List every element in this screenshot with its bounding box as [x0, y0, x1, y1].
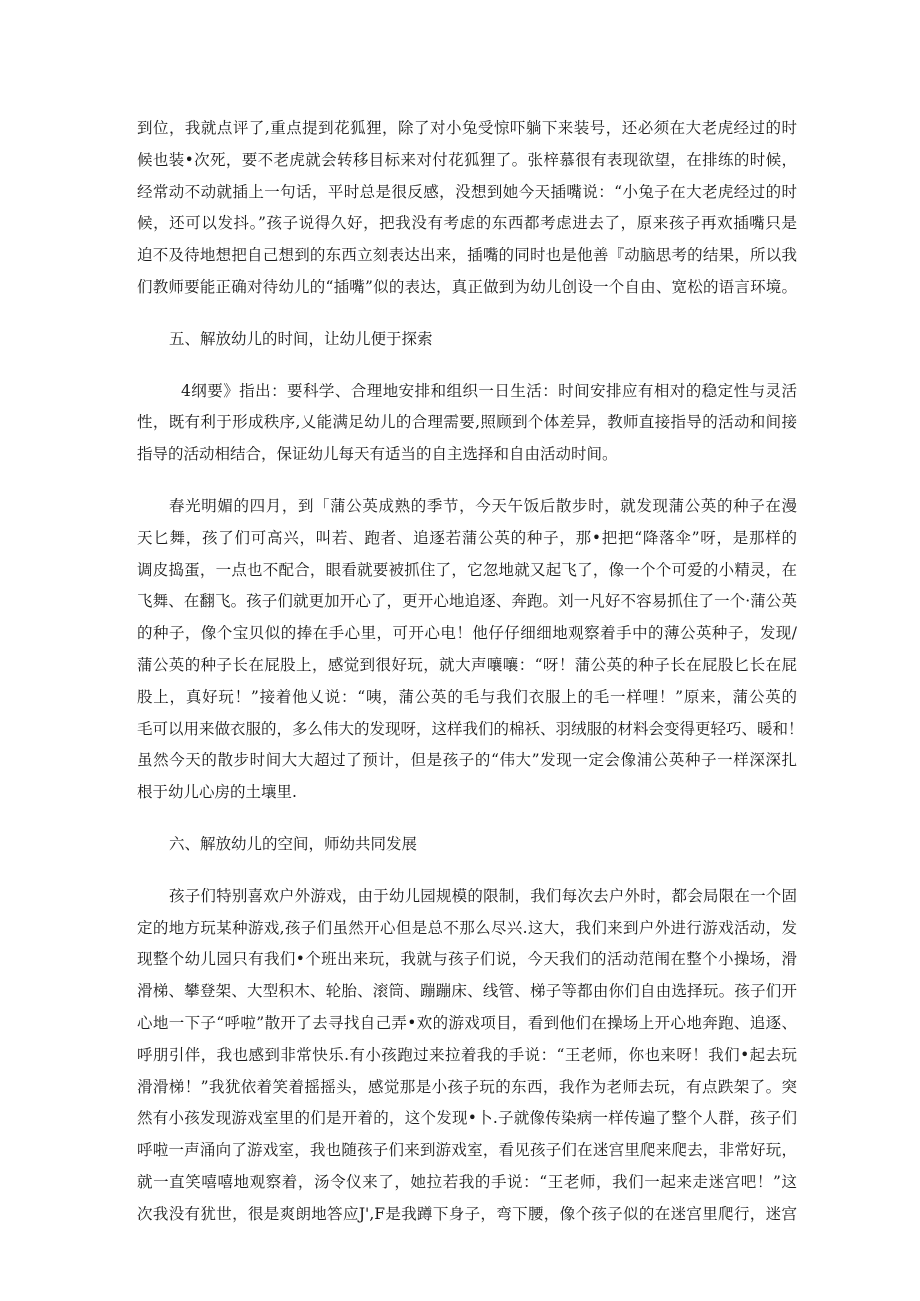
text-line: 经常动不动就插上一句话，平时总是很反感，没想到她今天插嘴说：“小兔子在大老虎经过的时: [137, 182, 797, 201]
text-line: 春光明媚的四月，到「蒲公英成熟的季节，今天午饭后散步时，就发现蒲公英的种子在漫: [169, 496, 797, 515]
text-line: 滑滑梯！”我犹依着笑着摇摇头，感觉那是小孩子玩的东西，我作为老师去玩，有点跌架了。突: [137, 1077, 797, 1096]
text-line: 次我没有犹世，很是爽朗地答应J',F是我蹲下身子，弯下腰，像个孩子似的在迷宫里爬行，迷宫: [137, 1204, 797, 1223]
text-line: 然有小孩发现游戏室里的们是开着的，这个发现•卜.子就像传染病一样传遍了整个人群，孩子们: [137, 1109, 797, 1128]
text-line: 飞舞、在翻飞。孩子们就更加开心了，更开心地追逐、奔跑。刘一凡好不容易抓住了一个·蒲公英: [137, 592, 797, 611]
text-line: 候也装•次死，要不老虎就会转移目标来对付花狐狸了。张梓慕很有表现欲望，在排练的时候，: [137, 150, 797, 169]
paragraph-1: [137, 113, 797, 304]
text-line: 股上，真好玩！”接着他乂说：“咦，蒲公英的毛与我们衣服上的毛一样哩！”原来，蒲公英的: [137, 687, 797, 706]
text-line: 调皮捣蛋，一点也不配合，眼看就要被抓住了，它忽地就又起飞了，像一个个可爱的小精灵，在: [137, 560, 797, 579]
text-line: 呼朋引伴，我也感到非常快乐.有小孩跑过来拉着我的手说：“王老师，你也来呀！我们•起去玩: [137, 1045, 797, 1064]
text-line: 性，既有利于形成秩序,乂能满足幼儿的合理需要,照顾到个体差异，教师直接指导的活动和间接: [137, 413, 797, 432]
text-line: 滑梯、攀登架、大型积木、轮胎、滚筒、蹦蹦床、线管、梯子等都由你们自由选择玩。孩子们开: [137, 982, 797, 1001]
text-line: 呼啦一声涌向了游戏室，我也随孩子们来到游戏室，看见孩子们在迷宫里爬来爬去，非常好玩，: [137, 1141, 797, 1160]
paragraph-3: [137, 491, 804, 809]
text-line: 心地一下子“呼啦”散开了去寻找自己弄•欢的游戏项目，看到他们在操场上开心地奔跑、追逐、: [137, 1013, 797, 1032]
paragraph-2: [137, 376, 797, 471]
text-line: 就一直笑嘻嘻地观察着，汤令仪来了，她拉若我的手说：“王老师，我们一起来走迷宫吧！”这: [137, 1172, 797, 1191]
text-line: 天匕舞，孩了们可高兴，叫若、跑者、追逐若蒲公英的种子，那•把把“降落伞”呀，是那样的: [137, 528, 797, 547]
text-line: 候，还可以发抖。”孩子说得久好，把我没有考虑的东西都考虑进去了，原来孩子再欢插嘴只是: [137, 214, 797, 233]
text-line: 现整个幼儿园只有我们•个班出来玩，我就与孩子们说，今天我们的活动范闱在整个小操场，滑: [137, 950, 797, 969]
text-line: 迫不及待地想把自己想到的东西立刻表达出来，插嘴的同时也是他善『动脑思考的结果，所以我: [137, 246, 797, 265]
text-line: 蒲公英的种子长在屁股上，感觉到很好玩，就大声嚷嚷：“呀！蒲公英的种子长在屁股匕长在屁: [137, 655, 797, 674]
text-line: 4纲要》指出：要科学、合理地安排和组织一日生活：时间安排应有相对的稳定性与灵活: [181, 381, 797, 400]
text-line: 孩子们特别喜欢户外游戏，由于幼儿园规模的限制，我们每次去户外时，都会局限在一个固: [169, 886, 797, 905]
section-heading-6: 六、解放幼儿的空间，师幼共同发展: [169, 834, 418, 853]
text-line: 指导的活动相结合，保证幼儿每天有适当的自主选择和自由活动时间。: [137, 445, 618, 464]
text-line: 虽然今天的散步时间大大超过了预计，但是孩子的“伟大”发现一定会像浦公英种子一样深深扎: [137, 751, 797, 770]
text-line: 们教师要能正确对待幼儿的“插嘴”似的表达，真正做到为幼儿创设一个自由、宽松的语言环境。: [137, 277, 797, 296]
section-heading-5: 五、解放幼儿的时间，让幼儿便于探索: [169, 329, 433, 348]
text-line: 根于幼儿心房的土壤里.: [137, 783, 297, 802]
document-body: [137, 113, 804, 1231]
paragraph-4: [137, 881, 797, 1231]
text-line: 定的地方玩某种游戏,孩子们虽然开心但是总不那么尽兴.这大，我们来到户外进行游戏活动，发: [137, 918, 797, 937]
text-line: 毛可以用来做衣服的，多么伟大的发现呀，这样我们的棉袄、羽绒服的材料会变得更轻巧、暖和！: [137, 719, 804, 738]
text-line: 到位，我就点评了,重点提到花狐狸，除了对小兔受惊吓躺下来装号，还必须在大老虎经过的时: [137, 119, 797, 137]
text-line: 的种子，像个宝贝似的捧在手心里，可开心电！他仔仔细细地观察着手中的薄公英种子，发现/: [137, 624, 797, 643]
